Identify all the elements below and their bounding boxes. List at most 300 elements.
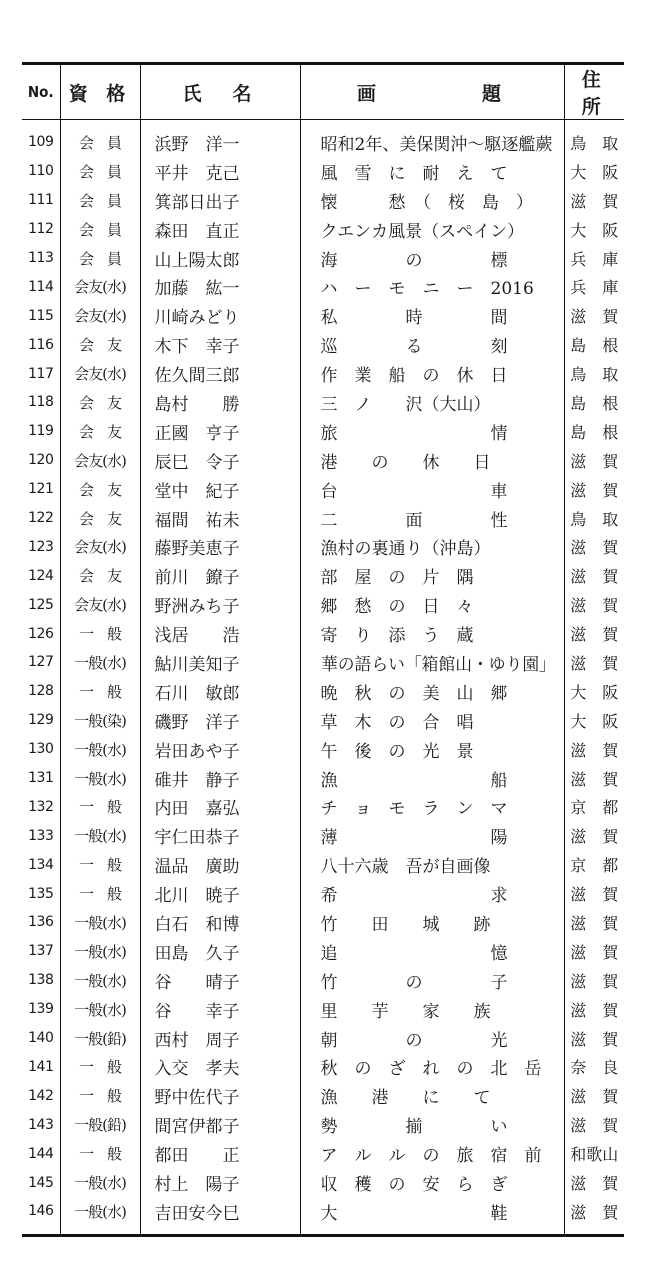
entry-qualification-text: 一般(鉛) [74, 1029, 126, 1048]
table-row [22, 1139, 624, 1168]
entry-qualification-text: 一 般 [78, 798, 121, 817]
entry-address-text: 滋 賀 [570, 740, 619, 760]
entry-number-text: 120 [28, 452, 54, 469]
entry-qualification-text: 会 員 [78, 191, 121, 210]
entry-address-text: 滋 賀 [570, 307, 619, 327]
entry-qualification [60, 532, 140, 561]
entry-artwork-title [300, 735, 564, 764]
entry-qualification [60, 735, 140, 764]
entry-number [22, 186, 60, 215]
entry-number [22, 1197, 60, 1235]
entry-artwork-title [300, 215, 564, 244]
entry-artist-name-text: 藤野美恵子 [154, 539, 240, 560]
entry-address-text: 大 阪 [570, 220, 619, 240]
entry-qualification [60, 648, 140, 677]
header-qualification: 資 格 [60, 64, 140, 120]
entry-qualification [60, 879, 140, 908]
entry-address [564, 764, 624, 793]
entry-qualification [60, 1197, 140, 1235]
entry-number-text: 112 [28, 221, 54, 238]
entry-number-text: 135 [28, 885, 54, 902]
entry-artwork-title-text: 朝 の 光 [320, 1030, 508, 1051]
entry-qualification-text: 一 般 [78, 625, 121, 644]
entry-number-text: 141 [28, 1058, 54, 1075]
entry-address [564, 417, 624, 446]
entry-address-text: 鳥 取 [570, 365, 619, 385]
entry-artwork-title [300, 966, 564, 995]
entry-qualification [60, 937, 140, 966]
entry-artist-name [140, 1053, 300, 1082]
entry-qualification [60, 1168, 140, 1197]
entry-address-text: 鳥 取 [570, 509, 619, 529]
table-row [22, 388, 624, 417]
entry-artwork-title [300, 706, 564, 735]
header-name: 氏 名 [140, 64, 300, 120]
entry-artist-name-text: 石川 敏郎 [154, 683, 240, 704]
entry-artist-name-text: 宇仁田恭子 [154, 828, 240, 849]
entry-artist-name-text: 谷 晴子 [154, 972, 240, 993]
entry-qualification-text: 会 友 [78, 422, 121, 441]
entry-artwork-title [300, 821, 564, 850]
entry-qualification-text: 一般(水) [74, 1174, 126, 1192]
entry-artwork-title [300, 648, 564, 677]
table-row [22, 417, 624, 446]
entry-artist-name-text: 都田 正 [154, 1146, 240, 1167]
entry-artwork-title [300, 359, 564, 388]
entry-artist-name [140, 417, 300, 446]
entry-artwork-title [300, 446, 564, 475]
entry-qualification-text: 会 友 [78, 393, 121, 412]
entry-qualification-text: 一般(水) [74, 827, 126, 846]
entry-artwork-title [300, 792, 564, 821]
entry-artist-name [140, 879, 300, 908]
entry-address [564, 1139, 624, 1168]
entry-artist-name-text: 佐久間三郎 [154, 366, 240, 387]
table-row [22, 157, 624, 186]
entry-address [564, 792, 624, 821]
entry-number [22, 359, 60, 388]
entry-address [564, 388, 624, 417]
entry-artist-name [140, 186, 300, 215]
entry-address-text: 滋 賀 [570, 1029, 619, 1049]
entry-address [564, 504, 624, 533]
table-header [22, 64, 624, 120]
entry-artist-name [140, 966, 300, 995]
entry-qualification-text: 会友(水) [74, 538, 126, 557]
entry-number [22, 1110, 60, 1139]
entry-artwork-title-text: 作 業 船 の 休 日 [320, 366, 508, 387]
entry-address-text: 京 都 [570, 856, 619, 876]
entry-qualification [60, 821, 140, 850]
entry-artwork-title-text: 追 憶 [320, 943, 508, 964]
table-row [22, 764, 624, 793]
entry-qualification-text: 一 般 [78, 1058, 121, 1077]
entry-address [564, 995, 624, 1024]
entry-artwork-title-text: 巡 る 刻 [320, 337, 508, 358]
entry-number-text: 146 [28, 1203, 54, 1220]
entry-artwork-title [300, 1197, 564, 1235]
entry-qualification [60, 764, 140, 793]
entry-number [22, 590, 60, 619]
entry-artist-name-text: 野中佐代子 [154, 1088, 240, 1109]
entry-number-text: 126 [28, 625, 54, 642]
header-address: 住 所 [564, 64, 624, 120]
entry-artwork-title-text: 二 面 性 [320, 510, 508, 531]
entry-number [22, 792, 60, 821]
entry-artist-name [140, 475, 300, 504]
table-row [22, 446, 624, 475]
entry-number [22, 908, 60, 937]
entry-qualification [60, 706, 140, 735]
entry-artist-name-text: 辰巳 令子 [154, 452, 240, 473]
entry-qualification [60, 272, 140, 301]
entry-address [564, 677, 624, 706]
entry-qualification-text: 一般(染) [74, 711, 126, 730]
entry-artist-name [140, 677, 300, 706]
entry-artist-name [140, 359, 300, 388]
entry-artist-name-text: 内田 嘉弘 [154, 799, 240, 820]
entry-qualification-text: 一般(水) [74, 653, 126, 672]
entry-number-text: 118 [28, 394, 54, 411]
entry-address [564, 330, 624, 359]
table-row [22, 120, 624, 157]
table-row [22, 1168, 624, 1197]
entry-artist-name [140, 272, 300, 301]
entry-artist-name-text: 加藤 紘一 [154, 279, 240, 300]
entry-address-text: 滋 賀 [570, 653, 619, 673]
entry-artist-name [140, 1197, 300, 1235]
entry-artwork-title [300, 1139, 564, 1168]
entry-artist-name-text: 吉田安今巳 [154, 1203, 240, 1224]
entry-artwork-title [300, 764, 564, 793]
entry-artwork-title-text: 勢 揃 い [320, 1117, 508, 1138]
entry-address-text: 奈 良 [570, 1058, 619, 1078]
entry-artist-name-text: 浜野 洋一 [154, 134, 240, 155]
header-no: No. [22, 64, 60, 120]
entry-artwork-title-text: 台 車 [320, 481, 508, 502]
entry-qualification-text: 一 般 [78, 1087, 121, 1106]
entry-qualification-text: 一般(水) [74, 1000, 126, 1019]
entry-number [22, 764, 60, 793]
entry-artwork-title [300, 995, 564, 1024]
entry-artwork-title [300, 157, 564, 186]
entry-qualification [60, 417, 140, 446]
entry-artist-name [140, 446, 300, 475]
entry-qualification-text: 会友(水) [74, 307, 126, 326]
entry-address-text: 島 根 [570, 336, 619, 356]
entry-artwork-title-text: 部 屋 の 片 隅 [320, 568, 474, 589]
entry-qualification [60, 330, 140, 359]
header-title: 画 題 [300, 64, 564, 120]
entry-number [22, 157, 60, 186]
table-row [22, 966, 624, 995]
entry-address-text: 滋 賀 [570, 1116, 619, 1136]
entry-qualification-text: 会 員 [78, 133, 121, 152]
entry-qualification-text: 一般(水) [74, 1202, 126, 1221]
entry-qualification-text: 会 員 [78, 249, 121, 268]
entry-artist-name-text: 村上 陽子 [154, 1175, 240, 1195]
entry-qualification-text: 会 員 [78, 162, 121, 181]
entry-artwork-title [300, 908, 564, 937]
entry-qualification [60, 1024, 140, 1053]
entry-artist-name [140, 937, 300, 966]
table-row [22, 561, 624, 590]
entry-number-text: 109 [28, 134, 54, 151]
entry-number-text: 133 [28, 827, 54, 844]
table-row [22, 1053, 624, 1082]
entry-address-text: 大 阪 [570, 711, 619, 731]
table-row [22, 186, 624, 215]
entry-number [22, 648, 60, 677]
entry-number-text: 136 [28, 914, 54, 931]
entry-number [22, 561, 60, 590]
entry-artwork-title-text: 里 芋 家 族 [320, 1001, 491, 1022]
entry-address [564, 1081, 624, 1110]
entry-artist-name [140, 1024, 300, 1053]
entry-qualification [60, 590, 140, 619]
entry-artwork-title-text: ア ル ル の 旅 宿 前 [320, 1146, 542, 1167]
entry-address-text: 滋 賀 [570, 538, 619, 558]
entry-address-text: 滋 賀 [570, 942, 619, 962]
entry-artwork-title-text: 漁 港 に て [320, 1088, 491, 1109]
entry-number-text: 113 [28, 250, 54, 266]
entry-address-text: 滋 賀 [570, 827, 619, 847]
entry-number [22, 1139, 60, 1168]
entry-number [22, 850, 60, 879]
entry-qualification [60, 388, 140, 417]
entry-artwork-title [300, 186, 564, 215]
entry-number-text: 131 [28, 770, 54, 787]
entry-artwork-title [300, 590, 564, 619]
entry-artwork-title [300, 677, 564, 706]
entry-number-text: 110 [28, 163, 54, 180]
entry-address-text: 島 根 [570, 393, 619, 413]
table-row [22, 706, 624, 735]
entry-artwork-title-text: 漁村の裏通り（沖島） [320, 539, 491, 560]
entry-qualification [60, 359, 140, 388]
table-row [22, 475, 624, 504]
entry-number [22, 677, 60, 706]
entry-address [564, 532, 624, 561]
entry-number [22, 706, 60, 735]
entry-qualification [60, 475, 140, 504]
table-row [22, 359, 624, 388]
entry-number [22, 272, 60, 301]
entry-number [22, 475, 60, 504]
entry-artist-name [140, 619, 300, 648]
entry-artwork-title [300, 532, 564, 561]
entry-artist-name-text: 箕部日出子 [154, 192, 240, 213]
entry-qualification [60, 619, 140, 648]
entry-number-text: 114 [28, 278, 54, 295]
entry-artist-name [140, 735, 300, 764]
entry-number-text: 122 [28, 510, 54, 527]
entry-address-text: 兵 庫 [570, 278, 619, 298]
entry-number-text: 140 [28, 1030, 54, 1047]
entry-artist-name-text: 北川 暁子 [154, 886, 240, 907]
entry-number-text: 132 [28, 798, 54, 815]
entry-artist-name [140, 1168, 300, 1197]
entry-address [564, 1168, 624, 1197]
entry-artwork-title [300, 1053, 564, 1082]
entry-address-text: 滋 賀 [570, 1087, 619, 1107]
entry-number-text: 128 [28, 683, 54, 700]
entry-address [564, 908, 624, 937]
table-row [22, 908, 624, 937]
entry-qualification [60, 446, 140, 475]
entry-number [22, 735, 60, 764]
entry-artist-name [140, 388, 300, 417]
entry-qualification-text: 会友(水) [74, 365, 126, 384]
entry-qualification [60, 677, 140, 706]
entry-artist-name-text: 前川 鐐子 [154, 568, 240, 589]
entry-number-text: 121 [28, 481, 54, 498]
entry-number [22, 1053, 60, 1082]
entry-artist-name [140, 504, 300, 533]
entry-address-text: 滋 賀 [570, 567, 619, 587]
table-row [22, 1024, 624, 1053]
table-row [22, 648, 624, 677]
entry-number-text: 134 [28, 856, 54, 873]
entry-address [564, 1024, 624, 1053]
entry-artist-name-text: 入交 孝夫 [154, 1059, 240, 1080]
entry-artist-name [140, 590, 300, 619]
entry-qualification-text: 一般(水) [74, 971, 126, 990]
entry-artist-name [140, 120, 300, 157]
entry-qualification-text: 一 般 [78, 885, 121, 904]
entry-artist-name [140, 821, 300, 850]
entry-address-text: 滋 賀 [570, 769, 619, 789]
table-row [22, 792, 624, 821]
entry-artwork-title [300, 561, 564, 590]
entry-artist-name-text: 島村 勝 [154, 394, 240, 415]
entry-number [22, 995, 60, 1024]
entry-address [564, 359, 624, 388]
entry-artwork-title [300, 417, 564, 446]
table-row [22, 1081, 624, 1110]
entry-address [564, 1197, 624, 1235]
entry-qualification-text: 会友(水) [74, 451, 126, 470]
entry-qualification-text: 会 員 [78, 220, 121, 239]
entry-number-text: 129 [28, 712, 54, 729]
entry-artwork-title-text: 寄 り 添 う 蔵 [320, 626, 474, 647]
entry-artist-name-text: 正國 亨子 [154, 423, 240, 444]
entry-number [22, 120, 60, 157]
entry-artwork-title-text: 漁 船 [320, 770, 508, 791]
entry-artwork-title [300, 850, 564, 879]
entry-address-text: 滋 賀 [570, 596, 619, 616]
entry-qualification-text: 一 般 [78, 682, 121, 701]
table-row [22, 504, 624, 533]
entry-artwork-title-text: 華の語らい「箱館山・ゆり園」 [320, 654, 556, 675]
entry-artwork-title-text: 私 時 間 [320, 308, 508, 329]
entry-qualification-text: 会友(水) [74, 278, 126, 297]
entry-address [564, 272, 624, 301]
table-row [22, 821, 624, 850]
entry-address-text: 滋 賀 [570, 913, 619, 933]
entry-artwork-title-text: 昭和2年、美保関沖～駆逐艦蕨 [320, 134, 553, 155]
entry-number [22, 504, 60, 533]
table-row [22, 330, 624, 359]
entry-number-text: 123 [28, 538, 54, 555]
entry-address [564, 157, 624, 186]
entry-artist-name [140, 157, 300, 186]
entry-address-text: 京 都 [570, 798, 619, 818]
entry-artwork-title-text: 大 鞋 [320, 1203, 508, 1224]
entry-artwork-title-text: 竹 の 子 [320, 972, 508, 993]
entry-qualification [60, 908, 140, 937]
entry-number [22, 301, 60, 330]
entry-qualification [60, 1081, 140, 1110]
entry-number [22, 388, 60, 417]
entry-address [564, 735, 624, 764]
table-row [22, 735, 624, 764]
entry-artwork-title-text: チ ョ モ ラ ン マ [320, 799, 508, 820]
entry-qualification-text: 一般(水) [74, 769, 126, 788]
entry-artwork-title [300, 120, 564, 157]
entry-number-text: 116 [28, 336, 54, 353]
entry-number-text: 130 [28, 741, 54, 758]
entry-artist-name [140, 330, 300, 359]
table-row [22, 937, 624, 966]
entry-artwork-title [300, 272, 564, 301]
entry-artist-name-text: 谷 幸子 [154, 1001, 240, 1022]
entry-qualification-text: 一般(水) [74, 942, 126, 961]
entry-address [564, 966, 624, 995]
table-row [22, 677, 624, 706]
entry-artwork-title-text: 郷 愁 の 日 々 [320, 597, 474, 618]
entry-number-text: 145 [28, 1174, 54, 1191]
entry-artwork-title-text: 竹 田 城 跡 [320, 914, 491, 935]
entry-artwork-title [300, 1081, 564, 1110]
entry-artist-name-text: 碓井 静子 [154, 770, 240, 791]
entry-artist-name-text: 平井 克己 [154, 163, 240, 184]
entry-artwork-title-text: 晩 秋 の 美 山 郷 [320, 683, 508, 704]
entry-address-text: 和歌山 [570, 1145, 619, 1165]
entry-number-text: 125 [28, 596, 54, 613]
entry-artist-name [140, 995, 300, 1024]
entry-number [22, 1024, 60, 1053]
entry-artwork-title [300, 330, 564, 359]
entry-qualification-text: 一 般 [78, 856, 121, 875]
entry-artwork-title [300, 504, 564, 533]
table-row [22, 1110, 624, 1139]
entry-address [564, 1053, 624, 1082]
entry-qualification [60, 157, 140, 186]
entry-address [564, 706, 624, 735]
entry-artwork-title-text: 収 穫 の 安 ら ぎ [320, 1175, 508, 1195]
entry-number-text: 139 [28, 1001, 54, 1018]
entry-artwork-title-text: 午 後 の 光 景 [320, 741, 474, 762]
entry-artwork-title [300, 1168, 564, 1197]
entry-address [564, 215, 624, 244]
entry-number-text: 124 [28, 567, 54, 584]
entry-qualification-text: 一般(水) [74, 913, 126, 932]
entry-number [22, 330, 60, 359]
table-row [22, 244, 624, 273]
entry-artist-name-text: 川崎みどり [154, 308, 240, 329]
entry-number [22, 1081, 60, 1110]
table-row [22, 532, 624, 561]
entry-number [22, 879, 60, 908]
entry-qualification [60, 120, 140, 157]
entry-address [564, 879, 624, 908]
entry-artwork-title-text: 懐 愁 （ 桜 島 ） [320, 192, 533, 213]
entry-artist-name [140, 1081, 300, 1110]
entry-number-text: 144 [28, 1145, 54, 1162]
entry-qualification-text: 会 友 [78, 567, 121, 586]
entry-artwork-title [300, 388, 564, 417]
